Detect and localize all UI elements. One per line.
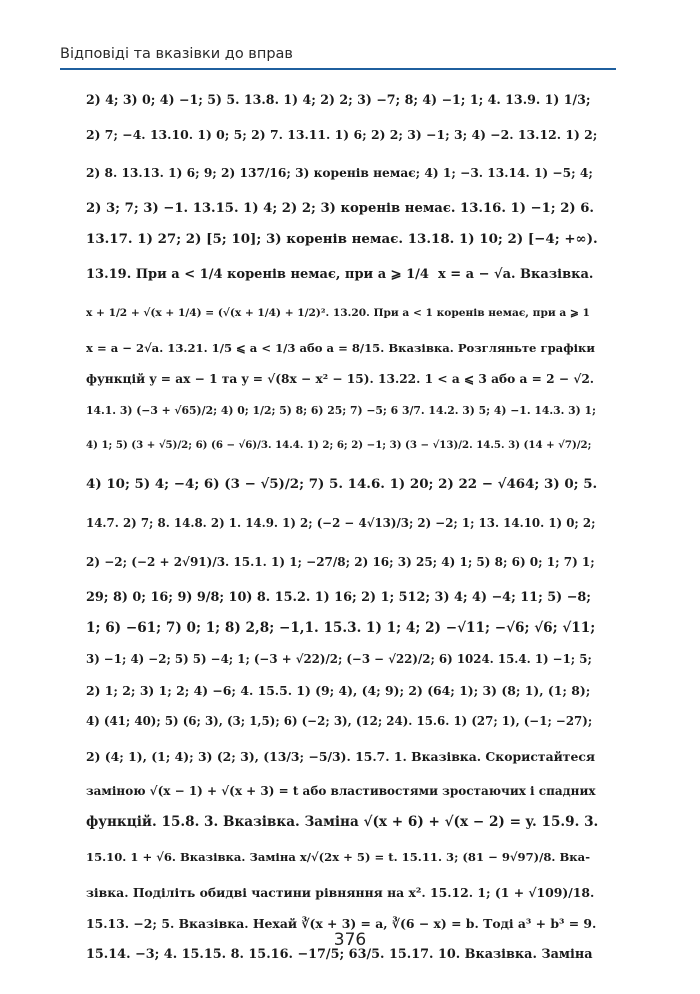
text-line: 1; 6) −61; 7) 0; 1; 8) 2,8; −1,1. 15.3. 1) 1; 4; 2) −√11; −√6; √6; √11; xyxy=(86,620,596,636)
text-line: x + 1/2 + √(x + 1/4) = (√(x + 1/4) + 1/2)². 13.20. При a < 1 коренів немає, при a ⩾ 1 xyxy=(86,307,590,319)
text-line: 29; 8) 0; 16; 9) 9/8; 10) 8. 15.2. 1) 16; 2) 1; 512; 3) 4; 4) −4; 11; 5) −8; xyxy=(86,590,592,605)
text-line: 2) (4; 1), (1; 4); 3) (2; 3), (13/3; −5/3). 15.7. 1. Вказівка. Скористайтеся xyxy=(86,749,596,764)
text-line: заміною √(x − 1) + √(x + 3) = t або властивостями зростаючих і спадних xyxy=(86,784,596,798)
text-line: 2) −2; (−2 + 2√91)/3. 15.1. 1) 1; −27/8; 2) 16; 3) 25; 4) 1; 5) 8; 6) 0; 1; 7) 1; xyxy=(86,555,595,569)
text-line: зівка. Поділіть обидві частини рівняння на x². 15.12. 1; (1 + √109)/18. xyxy=(86,885,595,900)
text-line: 14.1. 3) (−3 + √65)/2; 4) 0; 1/2; 5) 8; 6) 25; 7) −5; 6 3/7. 14.2. 3) 5; 4) −1. 14.3. 3) 1; xyxy=(86,404,597,417)
text-line: 3) −1; 4) −2; 5) 5) −4; 1; (−3 + √22)/2; (−3 − √22)/2; 6) 1024. 15.4. 1) −1; 5; xyxy=(86,652,592,666)
running-header: Відповіді та вказівки до вправ xyxy=(60,46,293,62)
text-line: 13.17. 1) 27; 2) [5; 10]; 3) коренів немає. 13.18. 1) 10; 2) [−4; +∞). xyxy=(86,231,598,247)
text-line: 2) 8. 13.13. 1) 6; 9; 2) 137/16; 3) коренів немає; 4) 1; −3. 13.14. 1) −5; 4; xyxy=(86,166,593,180)
text-line: 13.19. При a < 1/4 коренів немає, при a ⩾ 1/4 x = a − √a. Вказівка. xyxy=(86,267,594,282)
text-line: 14.7. 2) 7; 8. 14.8. 2) 1. 14.9. 1) 2; (−2 − 4√13)/3; 2) −2; 1; 13. 14.10. 1) 0; 2; xyxy=(86,516,596,530)
text-line: 2) 4; 3) 0; 4) −1; 5) 5. 13.8. 1) 4; 2) 2; 3) −7; 8; 4) −1; 1; 4. 13.9. 1) 1/3; xyxy=(86,92,591,107)
header-rule xyxy=(60,68,616,70)
page-number: 376 xyxy=(333,930,367,950)
answers-text xyxy=(86,84,598,970)
text-line: 15.13. −2; 5. Вказівка. Нехай ∛(x + 3) = a, ∛(6 − x) = b. Тоді a³ + b³ = 9. xyxy=(86,916,597,931)
text-line: 2) 7; −4. 13.10. 1) 0; 5; 2) 7. 13.11. 1) 6; 2) 2; 3) −1; 3; 4) −2. 13.12. 1) 2; xyxy=(86,127,598,142)
text-line: 4) 10; 5) 4; −4; 6) (3 − √5)/2; 7) 5. 14.6. 1) 20; 2) 22 − √464; 3) 0; 5. xyxy=(86,476,598,492)
text-line: x = a − 2√a. 13.21. 1/5 ⩽ a < 1/3 або a = 8/15. Вказівка. Розгляньте графіки xyxy=(86,341,596,355)
text-line: 2) 3; 7; 3) −1. 13.15. 1) 4; 2) 2; 3) коренів немає. 13.16. 1) −1; 2) 6. xyxy=(86,201,595,216)
text-line: 4) 1; 5) (3 + √5)/2; 6) (6 − √6)/3. 14.4. 1) 2; 6; 2) −1; 3) (3 − √13)/2. 14.5. 3) (14 + √7)/2; xyxy=(86,439,592,451)
text-line: 15.10. 1 + √6. Вказівка. Заміна x/√(2x + 5) = t. 15.11. 3; (81 − 9√97)/8. Вка- xyxy=(86,850,590,864)
text-line: функцій y = ax − 1 та y = √(8x − x² − 15). 13.22. 1 < a ⩽ 3 або a = 2 − √2. xyxy=(86,372,595,386)
text-line: 2) 1; 2; 3) 1; 2; 4) −6; 4. 15.5. 1) (9; 4), (4; 9); 2) (64; 1); 3) (8; 1), (1; 8); xyxy=(86,683,591,698)
text-line: 15.14. −3; 4. 15.15. 8. 15.16. −17/5; 63/5. 15.17. 10. Вказівка. Заміна xyxy=(86,947,593,962)
text-line: функцій. 15.8. 3. Вказівка. Заміна √(x + 6) + √(x − 2) = y. 15.9. 3. xyxy=(86,814,599,830)
text-line: 4) (41; 40); 5) (6; 3), (3; 1,5); 6) (−2; 3), (12; 24). 15.6. 1) (27; 1), (−1; −27); xyxy=(86,714,593,728)
